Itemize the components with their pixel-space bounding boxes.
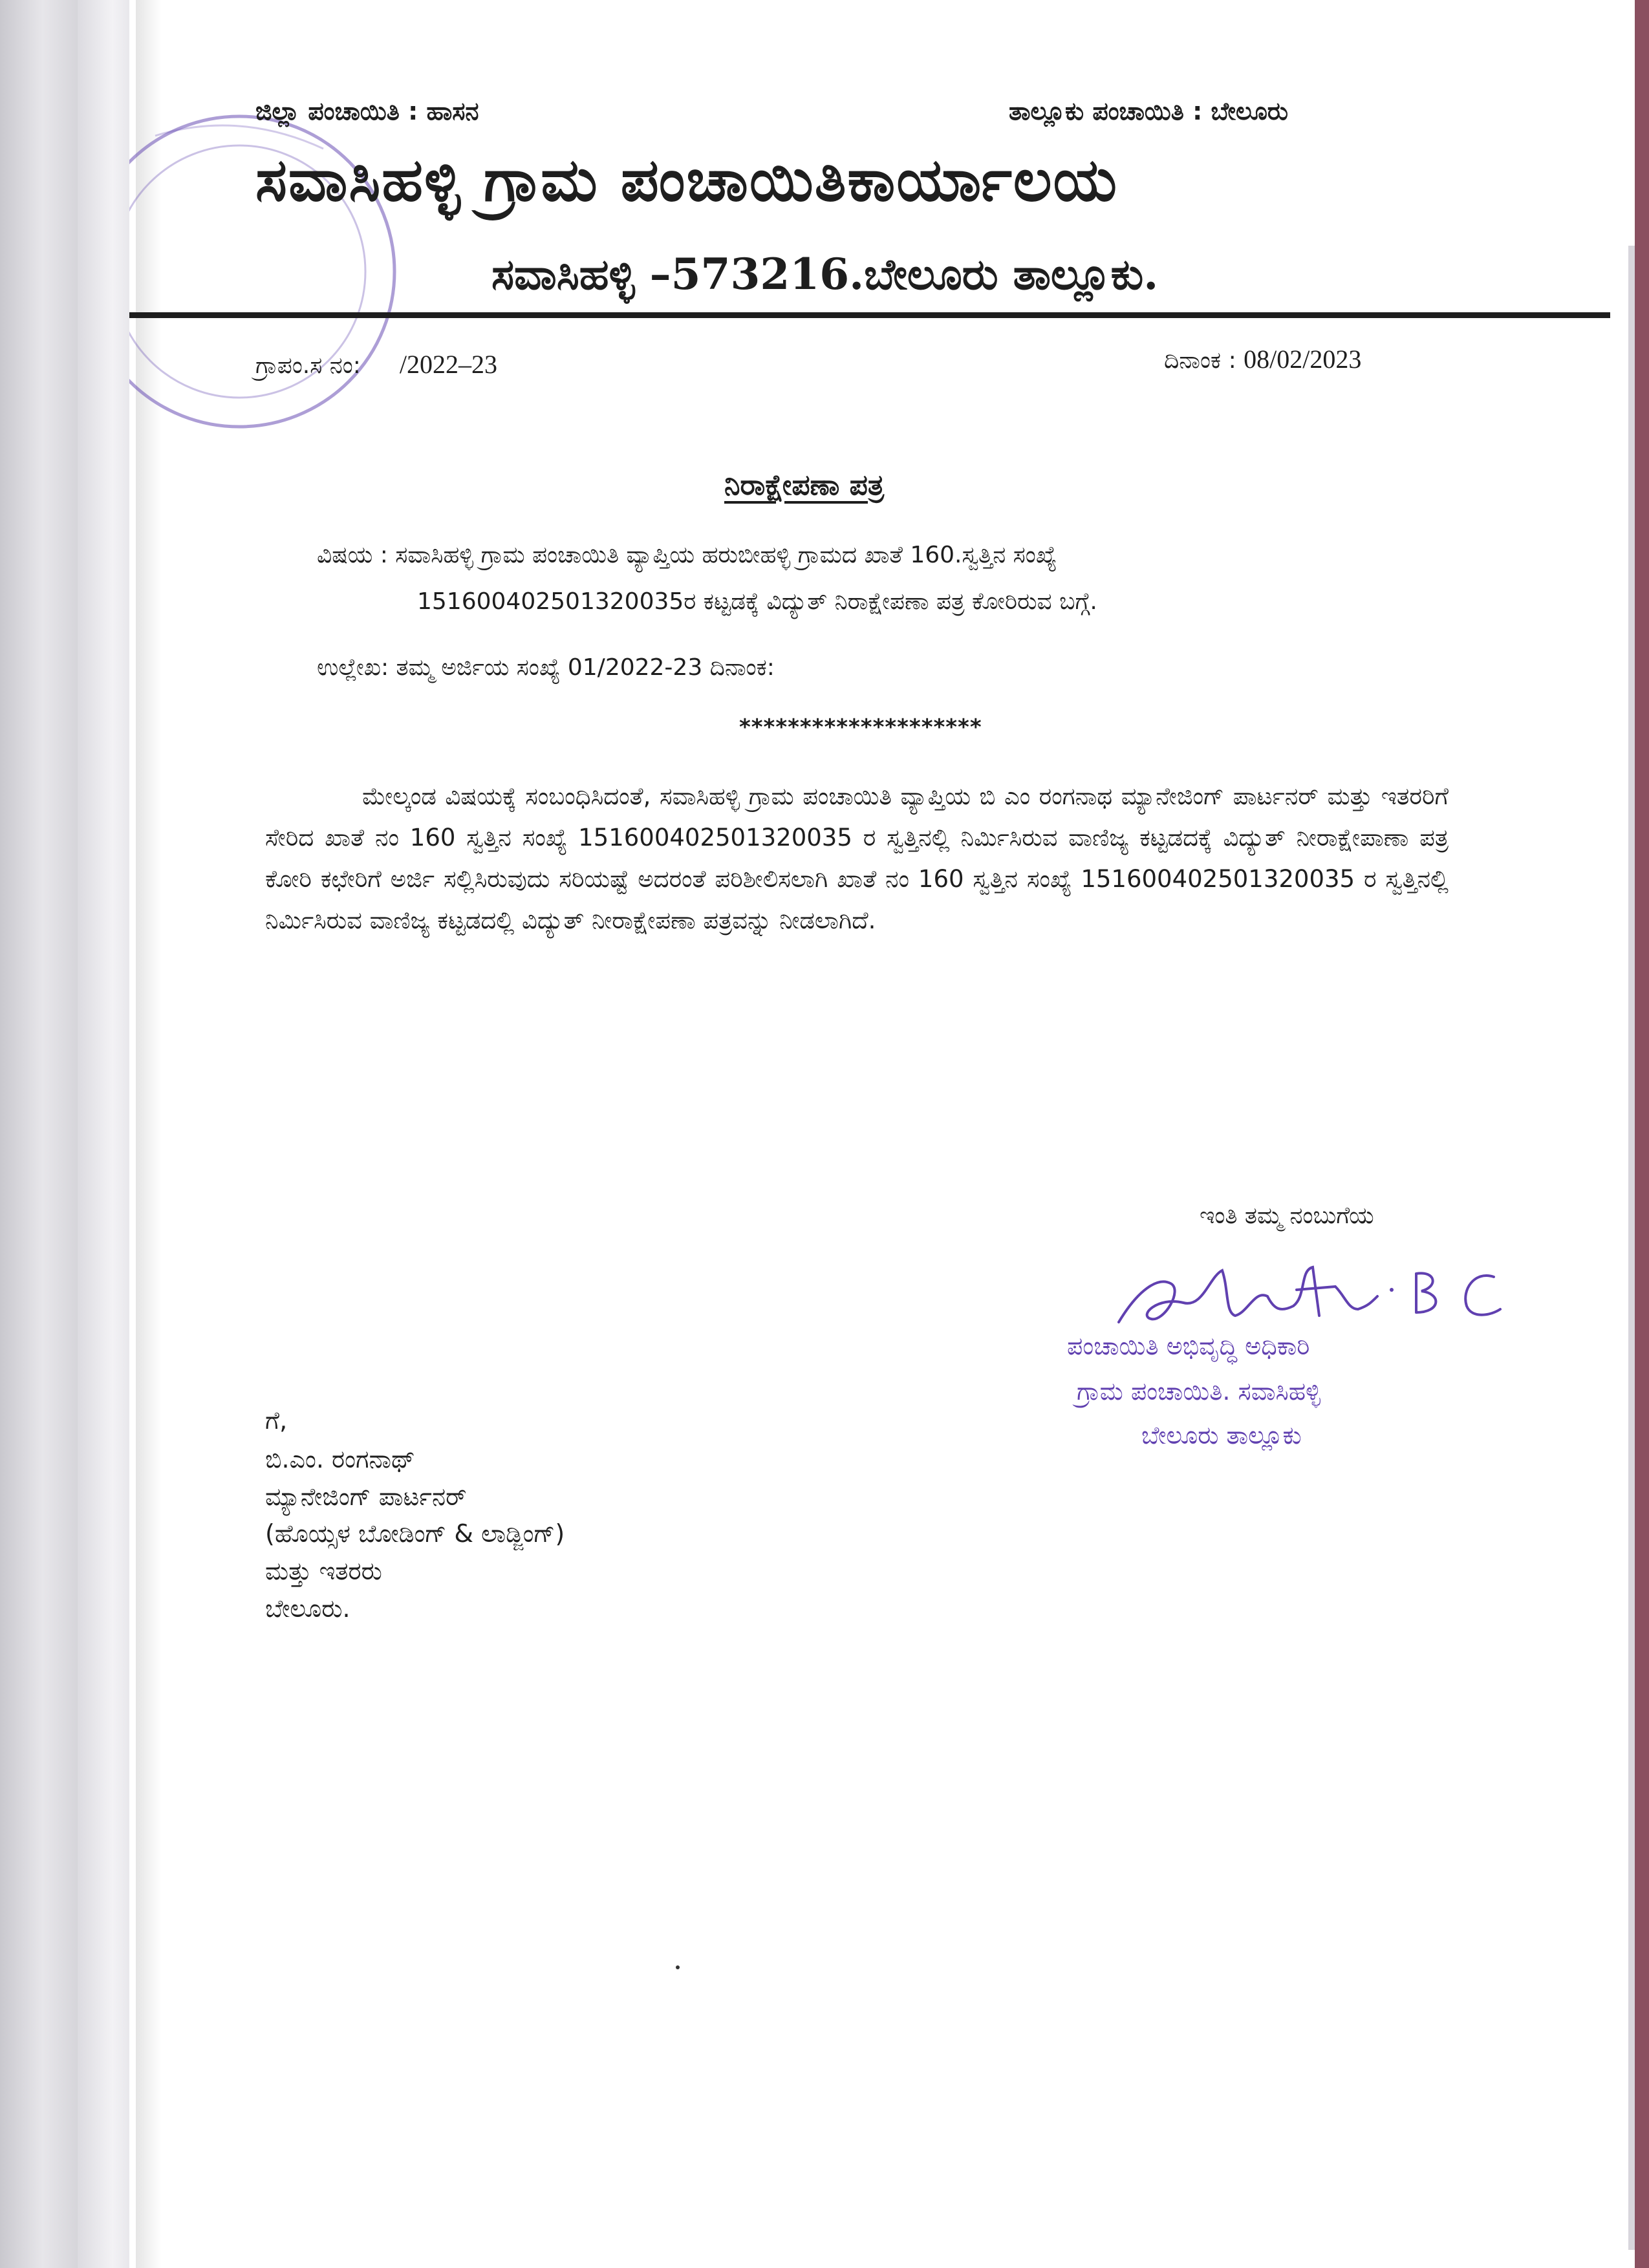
signatory-designation: ಪಂಚಾಯಿತಿ ಅಭಿವೃದ್ಧಿ ಅಧಿಕಾರಿ: [1067, 1332, 1310, 1360]
binding-strip: [78, 0, 136, 2268]
closing-phrase: ಇಂತಿ ತಮ್ಮ ನಂಬುಗೆಯ: [1200, 1203, 1374, 1229]
letter-body: ಮೇಲ್ಕಂಡ ವಿಷಯಕ್ಕೆ ಸಂಬಂಧಿಸಿದಂತೆ, ಸವಾಸಿಹಳ್ಳಿ ಗ್ರಾಮ ಪಂಚಾಯಿತಿ ವ್ಯಾಪ್ತಿಯ ಬಿ ಎಂ ರಂಗನಾಥ ಮ್ಯಾನೇಜಿಂಗ್ ಪಾರ್ಟನರ್ ಮತ್ತು ಇತರರಿಗೆ ಸೇರಿದ ಖಾತೆ ನಂ 160 ಸ್ವತ್ತಿನ ಸಂಖ್ಯೆ 151600402501320035 ರ ಸ್ವತ್ತಿನಲ್ಲಿ ನಿರ್ಮಿಸಿರುವ ವಾಣಿಜ್ಯ ಕಟ್ಟಡದಕ್ಕೆ ವಿದ್ಯುತ್ ನೀರಾಕ್ಷೇಪಾಣಾ ಪತ್ರ ಕೋರಿ ಕಛೇರಿಗೆ ಅರ್ಜಿ ಸಲ್ಲಿಸಿರುವುದು ಸರಿಯಷ್ಟೆ ಅದರಂತೆ ಪರಿಶೀಲಿಸಲಾಗಿ ಖಾತೆ ನಂ 160 ಸ್ವತ್ತಿನ ಸಂಖ್ಯೆ 151600402501320035 ರ ಸ್ವತ್ತಿನಲ್ಲಿ ನಿರ್ಮಿಸಿರುವ ವಾಣಿಜ್ಯ ಕಟ್ಟಡದಲ್ಲಿ ವಿದ್ಯುತ್ ನೀರಾಕ್ಷೇಪಣಾ ಪತ್ರವನ್ನು ನೀಡಲಾಗಿದೆ.: [265, 782, 1449, 934]
ref-value: /2022–23: [399, 350, 498, 379]
recipient-business: (ಹೊಯ್ಸಳ ಬೋಡಿಂಗ್ & ಲಾಡ್ಜಿಂಗ್): [265, 1519, 565, 1548]
signatory-office: ಗ್ರಾಮ ಪಂಚಾಯಿತಿ. ಸವಾಸಿಹಳ್ಳಿ: [1077, 1377, 1321, 1406]
taluk-label: ತಾಲ್ಲೂಕು ಪಂಚಾಯಿತಿ : ಬೇಲೂರು: [1009, 97, 1288, 125]
book-binding: [0, 0, 78, 2268]
recipient-name: ಬಿ.ಎಂ. ರಂಗನಾಥ್: [265, 1445, 415, 1473]
subject-line-2: 151600402501320035ರ ಕಟ್ಟಡಕ್ಕೆ ವಿದ್ಯುತ್ ನಿರಾಕ್ಷೇಪಣಾ ಪತ್ರ ಕೋರಿರುವ ಬಗ್ಗೆ.: [417, 588, 1097, 615]
recipient-designation: ಮ್ಯಾನೇಜಿಂಗ್ ಪಾರ್ಟನರ್: [265, 1482, 467, 1511]
reference-line: ಉಲ್ಲೇಖ: ತಮ್ಮ ಅರ್ಜಿಯ ಸಂಖ್ಯೆ 01/2022-23 ದಿನಾಂಕ:: [317, 654, 775, 681]
header-divider: [129, 312, 1610, 318]
ref-label: ಗ್ರಾಪಂ.ಸ ನಂ:: [255, 352, 361, 379]
recipient-place: ಬೇಲೂರು.: [265, 1594, 350, 1623]
separator-stars: ********************: [739, 714, 982, 740]
subject-line-1: ವಿಷಯ : ಸವಾಸಿಹಳ್ಳಿ ಗ್ರಾಮ ಪಂಚಾಯಿತಿ ವ್ಯಾಪ್ತಿಯ ಹರುಬೀಹಳ್ಳಿ ಗ್ರಾಮದ ಖಾತೆ 160.ಸ್ವತ್ತಿನ ಸಂಖ್ಯೆ: [317, 542, 1057, 568]
page-edge: [1628, 246, 1635, 2250]
office-address: ಸವಾಸಿಹಳ್ಳಿ –573216.ಬೇಲೂರು ತಾಲ್ಲೂಕು.: [491, 249, 1159, 299]
recipient-others: ಮತ್ತು ಇತರರು: [265, 1557, 382, 1585]
office-title: ಸವಾಸಿಹಳ್ಳಿ ಗ್ರಾಮ ಪಂಚಾಯಿತಿಕಾರ್ಯಾಲಯ: [255, 145, 1119, 215]
letter-date: [1164, 344, 1361, 374]
signatory-taluk: ಬೇಲೂರು ತಾಲ್ಲೂಕು: [1141, 1421, 1302, 1450]
folder-edge: [1635, 0, 1649, 2268]
district-label: ಜಿಲ್ಲಾ ಪಂಚಾಯಿತಿ : ಹಾಸನ: [255, 97, 479, 125]
recipient-to: ಗೆ,: [265, 1406, 288, 1435]
reference-number: [255, 349, 497, 380]
scan-speck: [676, 1965, 680, 1969]
date-label: ದಿನಾಂಕ :: [1164, 347, 1236, 374]
date-value: 08/02/2023: [1244, 345, 1362, 374]
handwritten-signature: [1112, 1251, 1513, 1342]
document-title: ನಿರಾಕ್ಷೇಪಣಾ ಪತ್ರ: [724, 469, 885, 502]
